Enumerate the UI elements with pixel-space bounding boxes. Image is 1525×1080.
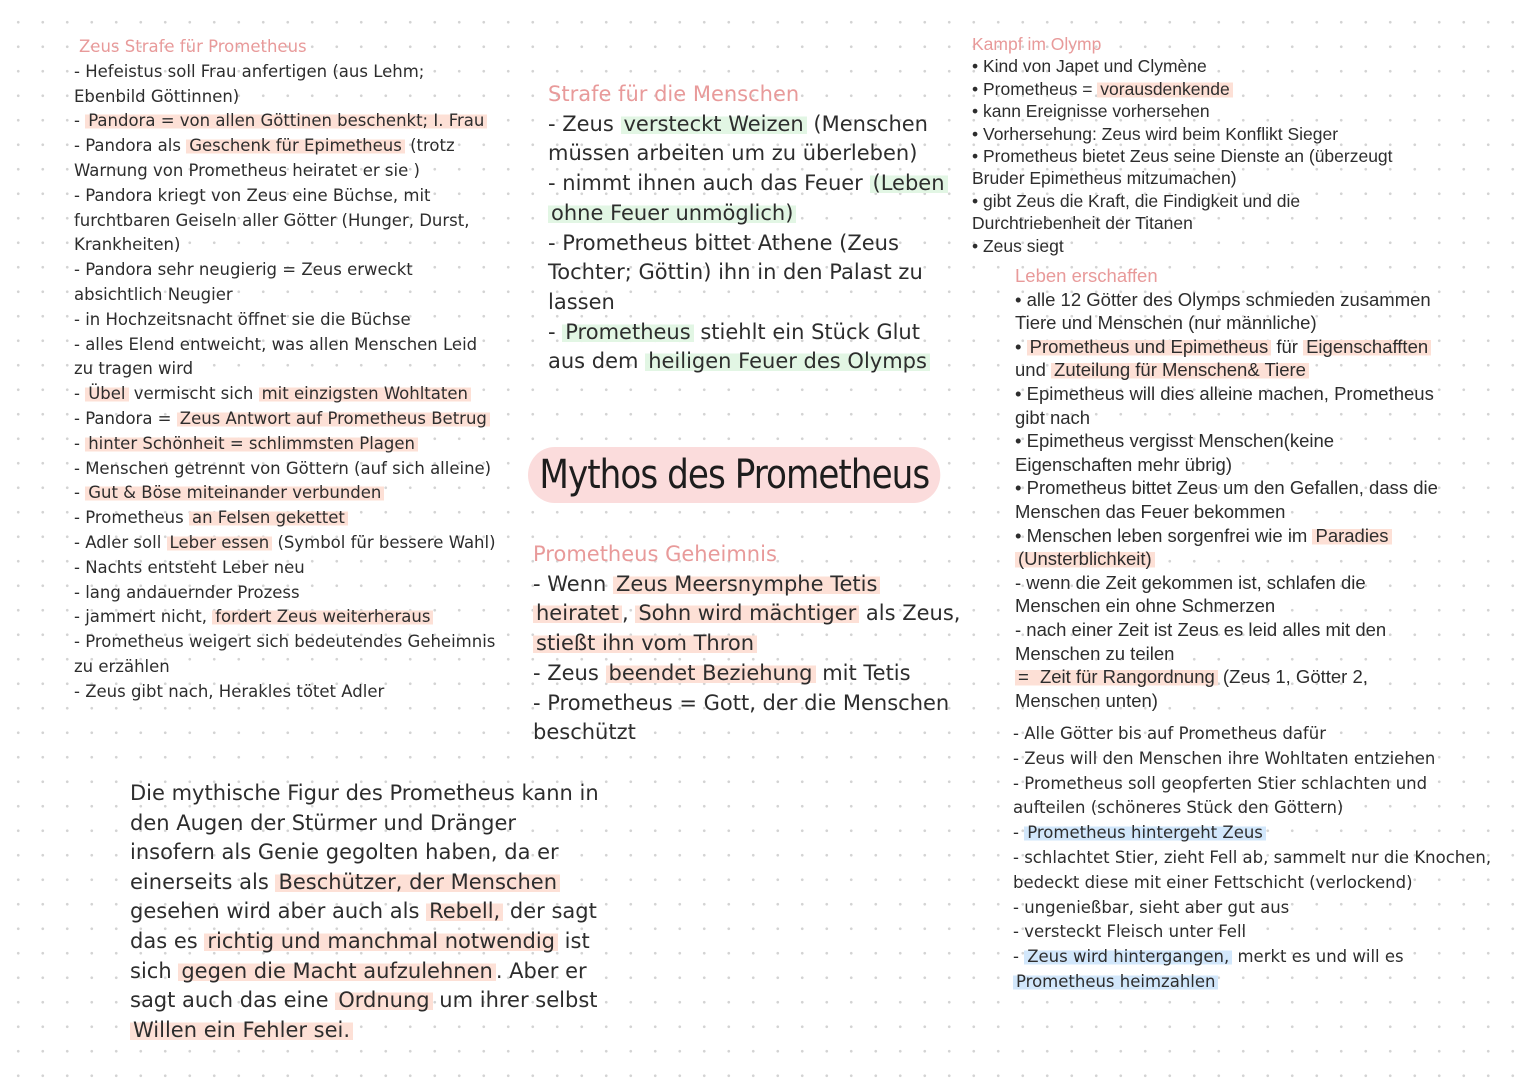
note-text: furchtbaren Geiseln aller Götter (Hunger, Durst, (74, 210, 470, 230)
section-zeus-strafe (74, 35, 514, 705)
note-text: • kann Ereignisse vorhersehen (972, 101, 1210, 122)
note-line (1015, 524, 1495, 548)
note-line (1013, 945, 1513, 970)
note-line (1015, 665, 1495, 689)
note-line (972, 78, 1492, 100)
note-line (1015, 406, 1495, 430)
highlighted-text: richtig und manchmal notwendig (204, 929, 558, 953)
note-text: ist (558, 928, 590, 953)
note-line (1015, 335, 1495, 359)
note-text: Eigenschaften mehr übrig) (1015, 453, 1232, 475)
note-text: • alle 12 Götter des Olymps schmieden zusammen (1015, 288, 1431, 310)
highlighted-text: Zuteilung für Menschen& Tiere (1051, 359, 1309, 380)
note-line (1015, 288, 1495, 312)
note-line (1015, 500, 1495, 524)
note-line (1015, 547, 1495, 571)
note-text: - Zeus will den Menschen ihre Wohltaten entziehen (1013, 748, 1436, 768)
note-line (74, 159, 514, 184)
note-line (533, 570, 933, 600)
highlighted-text: Zeit für Rangordnung (1037, 666, 1218, 687)
note-text: - (74, 483, 86, 503)
note-text: sagt auch das eine (130, 988, 336, 1013)
section-heading: Kampf im Olymp (972, 34, 1102, 54)
note-text: gesehen wird aber auch als (130, 899, 427, 924)
note-line (1015, 311, 1495, 335)
note-text: • Epimetheus will dies alleine machen, Prometheus (1015, 382, 1434, 404)
note-line (74, 308, 514, 333)
section-heading: Zeus Strafe für Prometheus (79, 37, 307, 56)
highlighted-text: gegen die Macht aufzulehnen (178, 959, 496, 983)
note-line (130, 986, 600, 1016)
note-text: - Alle Götter bis auf Prometheus dafür (1013, 724, 1326, 743)
highlighted-text: mit einzigsten Wohltaten (259, 384, 471, 403)
note-text: • (1015, 335, 1027, 357)
note-lines (1013, 722, 1513, 995)
note-line (74, 432, 514, 457)
note-line (1015, 689, 1495, 713)
note-line (972, 167, 1492, 189)
note-text: - Pandora = (74, 408, 177, 428)
note-text: um ihrer selbst (432, 988, 598, 1013)
note-line (130, 779, 600, 809)
note-text: Ebenbild Göttinnen) (74, 86, 240, 106)
note-text: - Zeus (533, 660, 606, 685)
note-line (533, 659, 933, 689)
note-line (1015, 358, 1495, 382)
note-text: - in Hochzeitsnacht öffnet sie die Büchse (74, 309, 411, 329)
note-line (74, 184, 514, 209)
highlighted-text: (Unsterblichkeit) (1015, 548, 1155, 569)
note-text: - Wenn (533, 571, 614, 596)
highlighted-text: Zeus wird hintergangen, (1024, 947, 1232, 966)
note-line (1015, 642, 1495, 666)
note-text: - Pandora sehr neugierig = Zeus erweckt (74, 260, 413, 280)
highlighted-text: heiligen Feuer des Olymps (645, 349, 930, 373)
note-line (130, 897, 600, 927)
note-text: (trotz (404, 136, 455, 156)
note-line (74, 357, 514, 382)
note-text: Menschen unten) (1015, 689, 1158, 711)
note-text: für (1271, 335, 1304, 357)
note-text: - (74, 433, 86, 453)
note-line (972, 100, 1492, 122)
note-line (1013, 871, 1513, 896)
note-text: der sagt (503, 899, 597, 924)
note-text: • Epimetheus vergisst Menschen(keine (1015, 430, 1335, 452)
note-text: - (74, 111, 86, 131)
note-line (972, 190, 1492, 212)
section-kampf-olymp (972, 33, 1492, 257)
note-line (74, 581, 514, 606)
note-text: das es (130, 928, 205, 953)
note-text: gibt nach (1015, 406, 1091, 428)
note-line (74, 655, 514, 680)
note-line (533, 689, 950, 719)
note-text: • Kind von Japet und Clymène (972, 56, 1207, 77)
note-text: Tochter; Göttin) ihn in den Palast zu (548, 260, 923, 285)
note-text: - Zeus (548, 111, 621, 136)
highlighted-text: Ordnung (335, 988, 432, 1012)
summary-paragraph (130, 779, 600, 1045)
note-line (1013, 920, 1513, 945)
note-text: lassen (548, 289, 615, 314)
highlighted-text: versteckt Weizen (621, 112, 807, 136)
note-text: . Aber er (495, 958, 587, 983)
note-text: - Adler soll (74, 532, 167, 552)
note-line (1013, 846, 1513, 871)
highlighted-text: Sohn wird mächtiger (635, 601, 859, 625)
note-text: beschützt (533, 720, 636, 745)
section-prometheus-geheimnis (533, 540, 961, 748)
note-line (533, 629, 933, 659)
note-lines (972, 55, 1492, 257)
highlighted-text: stießt ihn vom Thron (533, 631, 757, 655)
note-text: müssen arbeiten um zu überleben) (548, 141, 918, 166)
note-text: sich (130, 958, 179, 983)
highlighted-text: Willen ein Fehler sei. (130, 1018, 353, 1042)
note-text: • Prometheus = (972, 78, 1098, 99)
note-text: - versteckt Fleisch unter Fell (1013, 922, 1247, 942)
note-line (1013, 722, 1513, 747)
note-line (74, 457, 514, 482)
highlighted-text: Zeus Meersnymphe Tetis (613, 572, 880, 596)
note-text: mit Tetis (815, 660, 911, 685)
note-text: • gibt Zeus die Kraft, die Findigkeit und die (972, 190, 1301, 211)
note-lines (74, 60, 514, 705)
section-strafe-menschen (548, 80, 948, 377)
highlighted-text: Prometheus (562, 320, 693, 344)
note-text: aus dem (548, 349, 646, 374)
note-line (972, 212, 1492, 234)
highlighted-text: Gut & Böse miteinander verbunden (85, 483, 384, 502)
note-line (548, 229, 948, 259)
note-text: Menschen das Feuer bekommen (1015, 500, 1286, 522)
note-line (130, 957, 600, 987)
section-heading: Leben erschaffen (1015, 265, 1158, 286)
note-line (74, 407, 514, 432)
highlighted-text: Pandora = von allen Göttinen beschenkt; I. Frau (85, 111, 487, 130)
highlighted-text: fordert Zeus weiterheraus (212, 607, 433, 626)
note-text: - (74, 384, 86, 404)
note-line (74, 283, 514, 308)
note-text: Warnung von Prometheus heiratet er sie ) (74, 160, 420, 180)
highlighted-text: Paradies (1312, 525, 1391, 546)
note-line (74, 556, 514, 581)
note-line (1015, 453, 1495, 477)
page-title: Mythos des Prometheus (528, 447, 941, 503)
note-line (548, 139, 948, 169)
note-text: stiehlt ein Stück Glut (693, 319, 920, 344)
note-line (74, 605, 514, 630)
note-text: - alles Elend entweicht, was allen Menschen Leid (74, 334, 478, 354)
highlighted-text: Übel (85, 384, 128, 403)
note-text: vermischt sich (128, 384, 259, 404)
section-leben-erschaffen (1015, 264, 1495, 712)
highlighted-text: vorausdenkende (1097, 79, 1232, 99)
note-text: - wenn die Zeit gekommen ist, schlafen die (1015, 571, 1366, 593)
note-text: - Hefeistus soll Frau anfertigen (aus Lehm; (74, 61, 425, 81)
note-text: zu erzählen (74, 656, 170, 676)
note-line (74, 109, 514, 134)
note-text: - (1013, 947, 1025, 967)
note-text: • Prometheus bittet Zeus um den Gefallen, dass die (1015, 477, 1438, 499)
note-line (74, 680, 514, 705)
note-lines (533, 570, 961, 748)
note-line (1013, 796, 1513, 821)
note-text: bedeckt diese mit einer Fettschicht (verlockend) (1013, 872, 1413, 892)
note-text: (Menschen (806, 111, 928, 136)
note-lines (1015, 288, 1495, 713)
note-text: Die mythische Figur des Prometheus kann in (130, 781, 599, 805)
note-line (1015, 618, 1495, 642)
highlighted-text: Geschenk für Epimetheus (186, 136, 405, 155)
note-text: - Prometheus soll geopferten Stier schlachten und (1013, 773, 1428, 793)
highlighted-text: Prometheus hintergeht Zeus (1024, 823, 1266, 842)
note-lines (548, 110, 948, 377)
note-line (130, 809, 600, 839)
note-text: - Zeus gibt nach, Herakles tötet Adler (74, 681, 385, 701)
note-text: Menschen ein ohne Schmerzen (1015, 595, 1276, 617)
note-text: • Zeus siegt (972, 235, 1064, 256)
note-line (1015, 476, 1495, 500)
note-text: - Menschen getrennt von Göttern (auf sich alleine) (74, 458, 492, 478)
highlighted-text: Eigenschafften (1303, 336, 1431, 357)
note-line (1013, 970, 1513, 995)
note-text: und (1015, 359, 1052, 381)
highlighted-text: Rebell, (426, 899, 503, 923)
note-text: • Menschen leben sorgenfrei wie im (1015, 524, 1313, 546)
note-line (972, 235, 1492, 257)
note-lines (130, 779, 600, 1045)
note-text: (Zeus 1, Götter 2, (1217, 666, 1368, 688)
note-line (1015, 571, 1495, 595)
note-text: • Vorhersehung: Zeus wird beim Konflikt Sieger (972, 123, 1339, 144)
note-line (548, 169, 948, 199)
section-heading: Strafe für die Menschen (548, 82, 800, 106)
note-line (533, 718, 933, 748)
highlighted-text: Prometheus heimzahlen (1013, 972, 1218, 991)
highlighted-text: = (1015, 666, 1037, 687)
note-line (74, 481, 514, 506)
note-line (548, 110, 948, 140)
note-text: Bruder Epimetheus mitzumachen) (972, 168, 1237, 189)
note-line (1013, 747, 1513, 772)
note-text: den Augen der Stürmer und Dränger (130, 810, 517, 835)
note-text: - (1013, 823, 1025, 843)
note-line (972, 55, 1492, 77)
note-line (74, 630, 514, 655)
note-line (74, 506, 514, 531)
highlighted-text: ohne Feuer unmöglich) (548, 201, 796, 225)
note-line (548, 288, 948, 318)
highlighted-text: (Leben (870, 171, 948, 195)
note-text: aufteilen (schöneres Stück den Göttern) (1013, 798, 1344, 818)
note-line (74, 258, 514, 283)
note-line (74, 134, 514, 159)
note-line (1015, 594, 1495, 618)
note-text: Krankheiten) (74, 235, 181, 255)
note-text: (Symbol für bessere Wahl) (272, 532, 496, 552)
note-line (74, 209, 514, 234)
highlighted-text: beendet Beziehung (606, 661, 816, 685)
page-title-wrap (528, 447, 962, 503)
note-text: - schlachtet Stier, zieht Fell ab, sammelt nur die Knochen, (1013, 847, 1492, 867)
note-text: - jammert nicht, (74, 607, 213, 627)
note-text: absichtlich Neugier (74, 284, 233, 304)
highlighted-text: Leber essen (167, 533, 273, 552)
note-text: • Prometheus bietet Zeus seine Dienste an (überzeugt (972, 146, 1393, 167)
note-line (74, 382, 514, 407)
note-text: zu tragen wird (74, 359, 194, 379)
note-text: - nach einer Zeit ist Zeus es leid alles mit den (1015, 618, 1387, 640)
note-line (548, 258, 948, 288)
note-line (74, 85, 514, 110)
note-text: als Zeus, (859, 601, 961, 626)
section-stier-opfer (1013, 722, 1513, 995)
section-heading: Prometheus Geheimnis (533, 542, 777, 566)
note-line (1013, 821, 1513, 846)
note-line (548, 347, 948, 377)
note-text: - Pandora kriegt von Zeus eine Büchse, mit (74, 185, 431, 205)
note-line (548, 318, 948, 348)
note-text: merkt es und will es (1232, 947, 1404, 967)
highlighted-text: Zeus Antwort auf Prometheus Betrug (177, 409, 490, 428)
note-text: - Nachts entsteht Leber neu (74, 557, 305, 577)
note-text: - (548, 319, 563, 344)
note-line (533, 599, 961, 629)
note-text: - lang andauernder Prozess (74, 582, 300, 602)
note-text: - ungenießbar, sieht aber gut aus (1013, 897, 1290, 917)
note-text: Menschen zu teilen (1015, 642, 1175, 664)
note-line (130, 927, 600, 957)
highlighted-text: heiratet (533, 601, 622, 625)
note-text: insofern als Genie gegolten haben, da er (130, 840, 559, 865)
note-line (74, 333, 514, 358)
note-line (74, 531, 514, 556)
note-line (130, 1016, 600, 1046)
note-text: - Prometheus (74, 508, 189, 528)
note-text: Durchtriebenheit der Titanen (972, 213, 1193, 234)
highlighted-text: Prometheus und Epimetheus (1027, 336, 1272, 357)
note-text: einerseits als (130, 869, 276, 894)
highlighted-text: hinter Schönheit = schlimmsten Plagen (85, 434, 418, 453)
note-line (972, 145, 1492, 167)
note-line (972, 123, 1492, 145)
note-text: - Prometheus = Gott, der die Menschen (533, 690, 950, 715)
note-text: - Prometheus weigert sich bedeutendes Geheimnis (74, 632, 496, 652)
note-line (1013, 896, 1513, 921)
note-text: Tiere und Menschen (nur männliche) (1015, 312, 1317, 334)
note-text: , (621, 601, 636, 626)
note-text: - Prometheus bittet Athene (Zeus (548, 230, 899, 255)
note-line (1015, 382, 1495, 406)
note-text: - nimmt ihnen auch das Feuer (548, 171, 870, 196)
highlighted-text: Beschützer, der Menschen (275, 870, 560, 894)
highlighted-text: an Felsen gekettet (189, 508, 348, 527)
note-line (548, 199, 948, 229)
note-line (1013, 772, 1513, 797)
note-line (74, 233, 514, 258)
note-line (130, 838, 600, 868)
note-line (74, 60, 514, 85)
note-line (1015, 429, 1495, 453)
note-text: - Pandora als (74, 136, 187, 156)
note-line (130, 868, 600, 898)
